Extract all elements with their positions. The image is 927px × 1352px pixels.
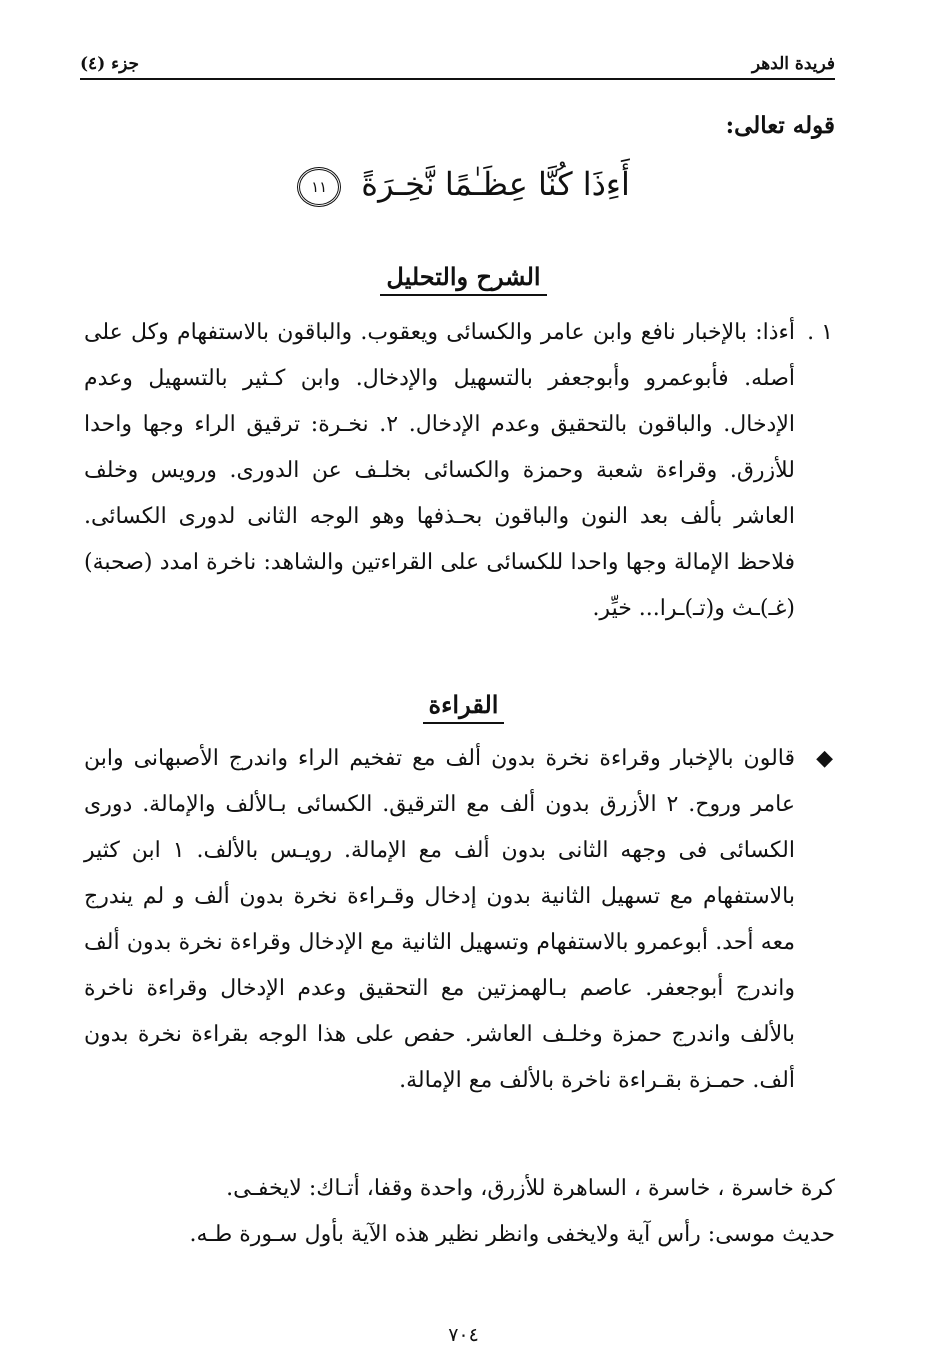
- page-number: ٧٠٤: [448, 1324, 479, 1346]
- commentary-paragraph: أءذا: بالإخبار نافع وابن عامر والكسائى ويعقوب. والباقون بالاستفهام وكل على أصله. فأبوعمرو وأبوجعفر بالتسهيل والإدخال. وابن كـثير بالتسهيل وعدم الإدخال. والباقون بالتحقيق وعدم الإدخال. ٢. نخـرة: ترقيق الراء وجها واحدا للأزرق. وقراءة شعبة وحمزة والكسائى بخلـف عن الدورى. ورويس وخلف العاشر بألف بعد النون والباقون بحـذفها وهو الوجه الثانى لدورى الكسائى. فلاحظ الإمالة وجها واحدا للكسائى على القراءتين والشاهد: ناخرة امدد (صحبة) (غـ)ـث و(تـ)ـرا... خيِّر.: [84, 320, 795, 621]
- running-header: [80, 44, 835, 80]
- reading-heading-text: القراءة: [423, 690, 505, 724]
- verse-intro: قوله تعالى:: [725, 112, 835, 139]
- bullet-icon: ◆: [816, 746, 833, 771]
- reading-paragraph: قالون بالإخبار وقراءة نخرة بدون ألف مع تفخيم الراء واندرج الأصبهانى وابن عامر وروح. ٢ الأزرق بدون ألف مع الترقيق. الكسائى بـالألف والإمالة. دورى الكسائى فى وجهه الثانى بدون ألف مع الإمالة. رويـس بالألف. ١ ابن كثير بالاستفهام مع تسهيل الثانية بدون إدخال وقـراءة نخرة بدون ألف و لم يندرج معه أحد. أبوعمرو بالاستفهام وتسهيل الثانية مع الإدخال وقراءة نخرة بدون ألف واندرج أبوجعفر. عاصم بـالهمزتين مع التحقيق وعدم الإدخال وقراءة ناخرة بالألف واندرج حمزة وخلـف العاشر. حفص على هذا الوجه بقراءة نخرة بدون ألف. حمـزة بقـراءة ناخرة بالألف مع الإمالة.: [84, 746, 795, 1093]
- commentary-number: ١ .: [807, 320, 833, 345]
- reading-heading: [0, 690, 927, 719]
- closing-line-2: حديث موسى: رأس آية ولايخفى وانظر نظير هذه الآية بأول سـورة طـه.: [189, 1222, 835, 1247]
- commentary-heading: [0, 262, 927, 291]
- volume-label: جزء (٤): [80, 54, 140, 74]
- commentary-block: [84, 310, 833, 632]
- verse-number-marker: ١١: [297, 167, 341, 207]
- verse-text: أَءِذَا كُنَّا عِظَـٰمًا نَّخِـرَةً: [361, 165, 630, 203]
- quran-verse: [0, 160, 927, 208]
- book-title: فريدة الدهر: [751, 54, 835, 74]
- commentary-heading-text: الشرح والتحليل: [380, 262, 546, 296]
- reading-block: [84, 736, 833, 1104]
- closing-line-1: كرة خاسرة ، خاسرة ، الساهرة للأزرق، واحدة وقفا، أتـاك: لايخفـى.: [226, 1176, 835, 1201]
- closing-block: [84, 1166, 835, 1258]
